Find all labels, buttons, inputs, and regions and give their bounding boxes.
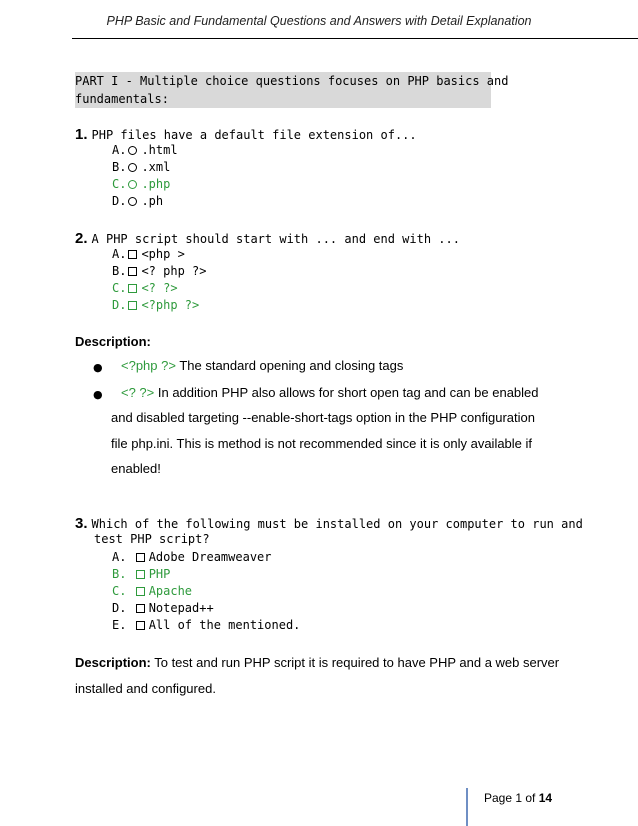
question-1	[75, 126, 417, 144]
option-text: .php	[141, 177, 171, 191]
q1-option-a	[112, 143, 178, 157]
description-2-text: To test and run PHP script it is required to have PHP and a web server	[150, 655, 560, 670]
option-letter: A.	[112, 143, 127, 157]
total-pages: 14	[538, 791, 553, 805]
q3-option-b-correct	[112, 567, 170, 581]
option-letter: E.	[112, 618, 127, 632]
question-2-text: A PHP script should start with ... and end with ...	[91, 232, 460, 246]
option-text: .ph	[141, 194, 164, 208]
description-1-continuation-2: file php.ini. This is method is not recommended since it is only available if	[111, 436, 533, 451]
option-letter: B.	[112, 264, 127, 278]
option-letter: D.	[112, 298, 127, 312]
header-rule	[72, 38, 638, 39]
radio-circle-icon	[128, 180, 137, 189]
description-1-bullet-2	[121, 385, 539, 400]
option-text: Adobe Dreamweaver	[148, 550, 272, 564]
option-text: .html	[141, 143, 178, 157]
description-1-continuation-1: and disabled targeting --enable-short-tags option in the PHP configuration	[111, 410, 535, 425]
q1-option-d	[112, 194, 163, 208]
checkbox-square-icon	[136, 553, 145, 562]
page-label: Page	[484, 791, 516, 805]
bullet-icon: ●	[93, 361, 103, 374]
option-letter: A.	[112, 550, 127, 564]
part-intro-line2: fundamentals:	[75, 92, 169, 106]
checkbox-square-icon	[128, 250, 137, 259]
checkbox-square-icon	[136, 604, 145, 613]
option-letter: B.	[112, 160, 127, 174]
description-1-continuation-3: enabled!	[111, 461, 161, 476]
option-text: <? ?>	[141, 281, 178, 295]
option-text: .xml	[141, 160, 171, 174]
question-2-number: 2.	[75, 230, 88, 247]
bullet-icon: ●	[93, 388, 103, 401]
page-of: of	[522, 791, 539, 805]
checkbox-square-icon	[128, 301, 137, 310]
radio-circle-icon	[128, 163, 137, 172]
q2-option-c-correct	[112, 281, 178, 295]
checkbox-square-icon	[136, 570, 145, 579]
q2-option-a	[112, 247, 185, 261]
page-number	[484, 791, 552, 805]
q3-option-d	[112, 601, 214, 615]
checkbox-square-icon	[128, 284, 137, 293]
option-letter: B.	[112, 567, 127, 581]
option-text: <?php ?>	[141, 298, 200, 312]
running-header: PHP Basic and Fundamental Questions and Answers with Detail Explanation	[106, 14, 532, 28]
radio-circle-icon	[128, 146, 137, 155]
q3-option-a	[112, 550, 272, 564]
description-2-line2: installed and configured.	[75, 681, 216, 696]
footer-accent-bar	[466, 788, 468, 826]
option-text: Notepad++	[148, 601, 214, 615]
option-letter: A.	[112, 247, 127, 261]
q2-option-b	[112, 264, 206, 278]
question-1-text: PHP files have a default file extension of...	[91, 128, 417, 142]
description-1-label: Description:	[75, 334, 151, 349]
option-letter: D.	[112, 601, 127, 615]
q3-option-e	[112, 618, 300, 632]
radio-circle-icon	[128, 197, 137, 206]
q1-option-c-correct	[112, 177, 170, 191]
q1-option-b	[112, 160, 170, 174]
question-2	[75, 230, 460, 248]
checkbox-square-icon	[128, 267, 137, 276]
question-1-number: 1.	[75, 126, 88, 143]
code-snippet: <? ?>	[121, 385, 155, 400]
code-snippet: <?php ?>	[121, 358, 176, 373]
option-text: All of the mentioned.	[148, 618, 301, 632]
question-3-number: 3.	[75, 515, 88, 532]
checkbox-square-icon	[136, 621, 145, 630]
option-letter: C.	[112, 584, 127, 598]
question-3	[75, 515, 583, 533]
question-3-text-line1: Which of the following must be installed on your computer to run and	[91, 517, 583, 531]
checkbox-square-icon	[136, 587, 145, 596]
option-letter: C.	[112, 281, 127, 295]
part-intro	[75, 72, 509, 108]
option-text: <? php ?>	[141, 264, 207, 278]
current-page: 1	[515, 791, 523, 805]
description-2-line1	[75, 655, 559, 670]
option-text: PHP	[148, 567, 171, 581]
description-2-label: Description:	[75, 655, 151, 670]
part-intro-line1: PART I - Multiple choice questions focuses on PHP basics and	[75, 74, 509, 88]
bullet-text: The standard opening and closing tags	[175, 358, 404, 373]
q3-option-c-correct	[112, 584, 192, 598]
bullet-text: In addition PHP also allows for short open tag and can be enabled	[154, 385, 539, 400]
description-1-bullet-1	[121, 358, 403, 373]
option-letter: D.	[112, 194, 127, 208]
q2-option-d-correct	[112, 298, 199, 312]
option-letter: C.	[112, 177, 127, 191]
question-3-text-line2: test PHP script?	[94, 532, 210, 546]
option-text: Apache	[148, 584, 193, 598]
option-text: <php >	[141, 247, 185, 261]
